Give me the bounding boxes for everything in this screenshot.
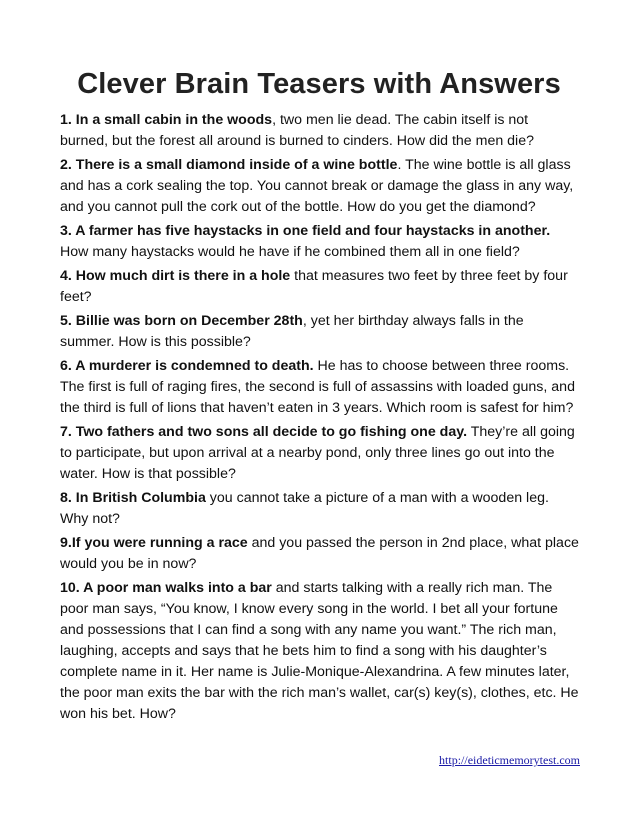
question-lead: 6. A murderer is condemned to death.: [60, 358, 314, 374]
question-lead: 7. Two fathers and two sons all decide to go fishing one day.: [60, 424, 468, 440]
page-title: Clever Brain Teasers with Answers: [77, 68, 561, 100]
question-item: [60, 110, 580, 152]
question-text: and starts talking with a really rich man. The poor man says, “You know, I know every song in the world. I bet all your fortune and possessions that I can find a song with any name you want.” The rich man, laughing, accepts and says that he bets him to find a song with his daughter’s complete name in it. Her name is Julie-Monique-Alexandrina. A few minutes later, the poor man exits the bar with the rich man’s wallet, car(s) key(s), clothes, etc. He won his bet. How?: [60, 580, 579, 722]
question-item: [60, 266, 580, 308]
question-lead: 2. There is a small diamond inside of a wine bottle: [60, 157, 398, 173]
question-text: that measures two feet by three feet by four feet?: [60, 268, 568, 305]
question-text: They’re all going to participate, but upon arrival at a nearby pond, only three lines go out into the water. How is that possible?: [60, 424, 575, 482]
question-list: [60, 110, 580, 728]
question-text: you cannot take a picture of a man with a wooden leg. Why not?: [60, 490, 549, 527]
question-item: [60, 488, 580, 530]
question-lead: 5. Billie was born on December 28th: [60, 313, 303, 329]
question-text: He has to choose between three rooms. The first is full of raging fires, the second is full of assassins with loaded guns, and the third is full of lions that haven’t eaten in 3 years. Which room is safest for him?: [60, 358, 575, 416]
question-item: [60, 155, 580, 218]
question-text: , two men lie dead. The cabin itself is not burned, but the forest all around is burned to cinders. How did the men die?: [60, 112, 534, 149]
question-lead: 10. A poor man walks into a bar: [60, 580, 272, 596]
question-text: and you passed the person in 2nd place, what place would you be in now?: [60, 535, 579, 572]
question-item: [60, 221, 580, 263]
question-text: How many haystacks would he have if he combined them all in one field?: [60, 244, 520, 260]
question-item: [60, 311, 580, 353]
question-lead: 1. In a small cabin in the woods: [60, 112, 273, 128]
question-lead: 4. How much dirt is there in a hole: [60, 268, 291, 284]
question-lead: 9.If you were running a race: [60, 535, 248, 551]
question-lead: 8. In British Columbia: [60, 490, 206, 506]
source-link[interactable]: http://eideticmemorytest.com: [439, 753, 580, 767]
question-item: [60, 356, 580, 419]
question-item: [60, 422, 580, 485]
question-item: [60, 578, 580, 725]
question-lead: 3. A farmer has five haystacks in one field and four haystacks in another.: [60, 223, 551, 239]
question-text: . The wine bottle is all glass and has a cork sealing the top. You cannot break or damage the glass in any way, and you cannot pull the cork out of the bottle. How do you get the diamond?: [60, 157, 574, 215]
question-item: [60, 533, 580, 575]
question-text: , yet her birthday always falls in the summer. How is this possible?: [60, 313, 524, 350]
